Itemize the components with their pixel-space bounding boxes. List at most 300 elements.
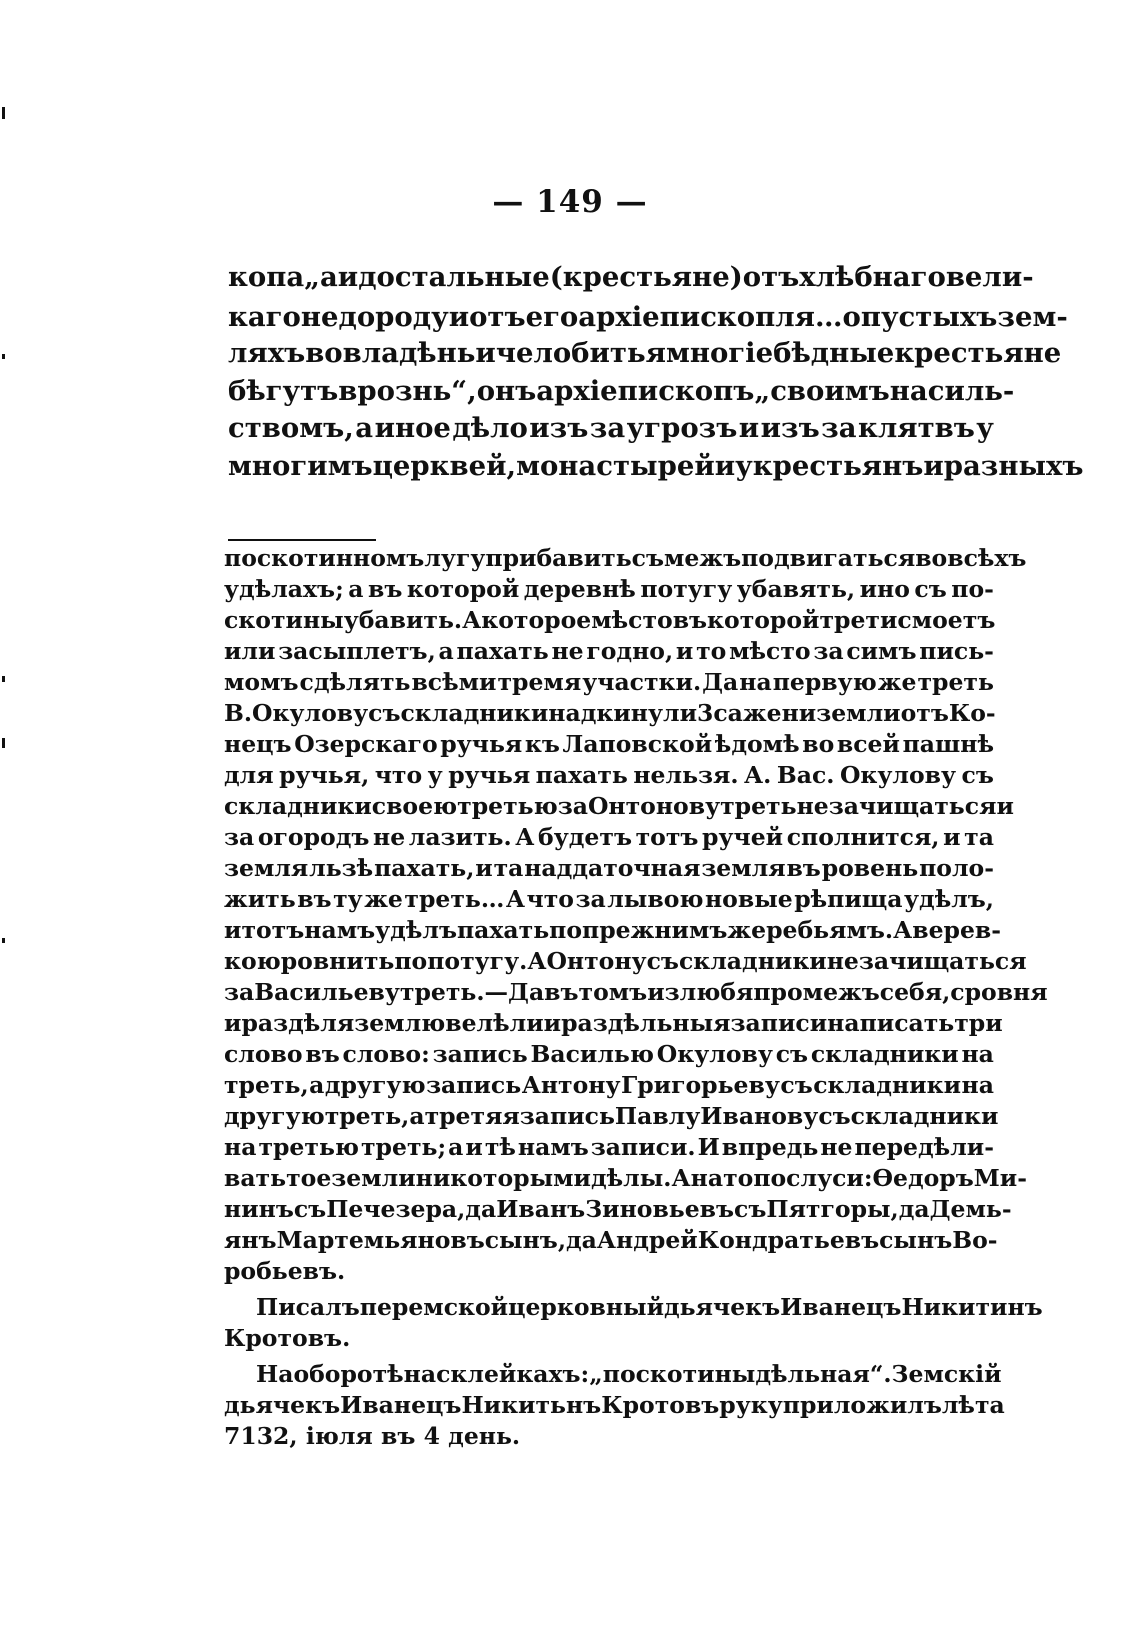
word: жеребьямъ. [727, 916, 894, 944]
word: складники [810, 1040, 959, 1068]
word: да [566, 1226, 597, 1254]
word: слово: [342, 1040, 430, 1068]
word: деревнѣ [523, 575, 636, 603]
word: и [475, 854, 493, 882]
word: излюбя [647, 978, 754, 1006]
word: въ [672, 606, 708, 634]
word: третяя [424, 1102, 520, 1130]
word: бѣдные [773, 337, 895, 369]
word: Окулову [839, 761, 957, 789]
word: нельзя. [633, 761, 739, 789]
word: пашнѣ [902, 730, 994, 758]
word: каго [228, 301, 301, 333]
word: А [671, 1164, 691, 1192]
word: что [526, 885, 574, 913]
word: архіепископля… [578, 301, 843, 333]
word: запись [426, 1071, 522, 1099]
word: треть [917, 668, 994, 696]
word: сынъ [879, 1226, 953, 1254]
word: рѣпища [794, 885, 903, 913]
word: та [493, 854, 524, 882]
word: онъ [476, 375, 537, 407]
word: нинъ [224, 1195, 294, 1223]
word: треть… [404, 885, 505, 913]
word: На [256, 1360, 294, 1388]
word: другую [324, 1071, 426, 1099]
word: нецъ [224, 730, 292, 758]
word: пахать [456, 637, 549, 665]
word: которой [406, 575, 520, 603]
word: на [690, 1164, 724, 1192]
footnote-line [224, 947, 1027, 975]
footnote-line [224, 1422, 994, 1450]
word: дьячекъ [664, 1293, 781, 1321]
word: Никитинъ [901, 1293, 1043, 1321]
word: янъ [224, 1226, 277, 1254]
word: лугу [424, 544, 486, 572]
word: складники [813, 1071, 962, 1099]
word: съ [780, 1071, 813, 1099]
footnote-line [224, 1324, 994, 1352]
word: написать [827, 1009, 955, 1037]
word: и [448, 301, 470, 333]
word: мѣсто [591, 606, 673, 634]
main-text-line [228, 260, 1034, 294]
word: угрозъ [626, 412, 738, 444]
footnote-line [224, 854, 994, 882]
word: зем- [997, 301, 1068, 333]
word: перемской [359, 1293, 509, 1321]
word: и [923, 450, 944, 482]
word: Василью [530, 1040, 654, 1068]
footnote-line [224, 1195, 1012, 1223]
word: владѣньи [342, 337, 496, 369]
word: 3 [697, 699, 714, 727]
footnote-line [224, 1164, 1027, 1192]
word: сровня [950, 978, 1048, 1006]
word: не [820, 1133, 853, 1161]
word: Иванъ [496, 1195, 586, 1223]
word: которой [707, 606, 820, 634]
word: на [961, 1040, 994, 1068]
word: то [723, 1164, 754, 1192]
word: А [462, 606, 482, 634]
word: А [527, 947, 547, 975]
word: будетъ [538, 823, 632, 851]
main-text-line [228, 336, 1062, 370]
word: для [224, 761, 274, 789]
word: Григорьеву [621, 1071, 780, 1099]
word: сполнится, [786, 823, 940, 851]
footnote-line [224, 792, 1014, 820]
word: къ [524, 730, 560, 758]
word: наддаточная [524, 854, 701, 882]
word: „поскотины [589, 1360, 756, 1388]
word: же [364, 885, 403, 913]
footnote-line [224, 761, 994, 789]
word: о [842, 301, 861, 333]
word: хлѣбнаго [799, 261, 946, 293]
word: А. [744, 761, 772, 789]
word: послуси: [753, 1164, 873, 1192]
word: и [996, 792, 1014, 820]
footnote-line [224, 1257, 994, 1285]
word: въ [381, 1422, 416, 1450]
word: бѣгутъ [228, 375, 339, 407]
word: симъ [846, 637, 917, 665]
word: и [465, 1133, 483, 1161]
word: сажени [713, 699, 817, 727]
word: А [515, 823, 535, 851]
word: крестьянъ [752, 450, 924, 482]
word: надкинули [548, 699, 698, 727]
word: ручья [440, 730, 523, 758]
word: ручья [448, 761, 531, 789]
word: жить [224, 885, 296, 913]
margin-mark [2, 938, 5, 943]
word: у [976, 412, 994, 444]
word: кою [224, 947, 281, 975]
word: убавить. [343, 606, 463, 634]
word: съ [961, 761, 994, 789]
word: удѣлъ, [903, 885, 994, 913]
word: потугу [640, 575, 733, 603]
word: раздѣльныя [561, 1009, 731, 1037]
word: дѣльная“. [755, 1360, 892, 1388]
word: смоетъ [897, 606, 996, 634]
word: Вас. [776, 761, 835, 789]
word: многимъ [228, 450, 373, 482]
word: ляхъ [228, 337, 306, 369]
word: Онтону [546, 947, 647, 975]
main-text-line [228, 449, 1084, 483]
word: тѣ [484, 1133, 516, 1161]
word: тотъ [635, 823, 699, 851]
main-text-line [228, 374, 1015, 408]
word: земли [331, 1164, 416, 1192]
word: достальные [358, 261, 550, 293]
word: 4 [423, 1422, 440, 1450]
word: за [821, 412, 857, 444]
word: треть, [324, 1102, 410, 1130]
footnote-line [224, 699, 994, 727]
word: съ [775, 1040, 809, 1068]
word: Лаповской [562, 730, 713, 758]
footnote-line [224, 1071, 994, 1099]
word: ѣдомѣ [714, 730, 800, 758]
word: „своимъ [754, 375, 890, 407]
word: разныхъ [943, 450, 1084, 482]
word: архіепископъ [536, 375, 755, 407]
word: на [403, 1360, 437, 1388]
margin-mark [2, 676, 5, 682]
word: копа [228, 261, 305, 293]
word: Зиновьевъ [585, 1195, 735, 1223]
word: верев- [912, 916, 1001, 944]
word: съ [646, 947, 679, 975]
word: Окулову [252, 699, 369, 727]
word: его [525, 301, 579, 333]
word: томъ [578, 978, 648, 1006]
word: по [394, 947, 428, 975]
word: Антону [521, 1071, 621, 1099]
word: поло- [919, 854, 994, 882]
word: не [796, 792, 829, 820]
page-number: — 149 — [492, 184, 648, 220]
word: всѣхъ [947, 544, 1027, 572]
word: 7132, [224, 1422, 298, 1450]
word: во [915, 544, 948, 572]
word: дьячекъ [224, 1391, 341, 1419]
word: засыплетъ, [278, 637, 436, 665]
word: прежнимъ [582, 916, 728, 944]
word: Озерскаго [294, 730, 438, 758]
footnote-line [224, 1009, 1003, 1037]
word: намъ [304, 916, 376, 944]
word: Печезера, [326, 1195, 466, 1223]
word: и [543, 1009, 562, 1037]
word: лѣта [941, 1391, 1005, 1419]
word: запись [432, 1040, 528, 1068]
word: Никитьнъ [461, 1391, 602, 1419]
word: въ [367, 575, 403, 603]
word: за [813, 637, 844, 665]
word: тое [286, 1164, 332, 1192]
footnote-line [224, 1102, 999, 1130]
word: и [224, 1009, 242, 1037]
word: впредь [721, 1133, 819, 1161]
word: пахать [456, 916, 550, 944]
word: съ [734, 1195, 767, 1223]
footnote-line [224, 1040, 994, 1068]
footnote-line [224, 1226, 998, 1254]
word: Иванецъ [340, 1391, 462, 1419]
word: лазить. [408, 823, 512, 851]
word: Кротовъ [601, 1391, 720, 1419]
word: Писалъ [256, 1293, 360, 1321]
word: ровнить [280, 947, 395, 975]
word: три [954, 1009, 1003, 1037]
word: за [224, 823, 255, 851]
footnote-line [224, 916, 1001, 944]
word: момъ [224, 668, 299, 696]
word: удѣлъ [375, 916, 457, 944]
word: монастырей [516, 450, 715, 482]
word: съ [293, 1195, 327, 1223]
word: убавять, [736, 575, 856, 603]
word: а [355, 412, 374, 444]
word: не [373, 823, 406, 851]
word: межъ [663, 544, 742, 572]
word: слово [224, 1040, 303, 1068]
word: третью [457, 792, 558, 820]
word: или [224, 637, 276, 665]
word: (крестьяне) [549, 261, 743, 293]
footnote-line [224, 730, 994, 758]
word: съ [914, 575, 947, 603]
word: въ [297, 885, 332, 913]
word: пись- [919, 637, 994, 665]
word: раздѣля [241, 1009, 355, 1037]
word: своею [371, 792, 458, 820]
word: дѣло [452, 412, 528, 444]
word: день. [448, 1422, 521, 1450]
word: Онтонову [587, 792, 721, 820]
word: потугу. [427, 947, 528, 975]
main-text-line [228, 300, 1068, 334]
footnote-line [224, 823, 994, 851]
footnote-line [224, 1133, 994, 1161]
word: изъ [760, 412, 820, 444]
word: іюля [305, 1422, 373, 1450]
word: участки. [582, 668, 702, 696]
word: всей [836, 730, 900, 758]
word: врознь“, [338, 375, 477, 407]
footnote-line [256, 1293, 1043, 1321]
word: ино [859, 575, 910, 603]
margin-mark [2, 738, 5, 748]
footnote-line [256, 1360, 1002, 1388]
word: Ко- [948, 699, 996, 727]
footnote-line [224, 544, 1027, 572]
word: въ [786, 854, 821, 882]
word: ту [333, 885, 363, 913]
word: насиль- [889, 375, 1015, 407]
word: треть.—Да [399, 978, 545, 1006]
word: та [964, 823, 994, 851]
word: землю [354, 1009, 446, 1037]
word: многіе [665, 337, 774, 369]
word: годно, [586, 637, 674, 665]
word: что [374, 761, 423, 789]
word: скотины [224, 606, 344, 634]
word: не [826, 947, 859, 975]
word: Павлу [614, 1102, 701, 1130]
word: складники [678, 947, 827, 975]
word: лывою [607, 885, 704, 913]
word: подвигаться [741, 544, 916, 572]
word: новые [704, 885, 793, 913]
word: же [877, 668, 917, 696]
word: съ [631, 544, 664, 572]
footnote-line [224, 885, 994, 913]
word: въ [305, 1040, 340, 1068]
word: ручья, [279, 761, 370, 789]
word: по- [951, 575, 994, 603]
word: иное [374, 412, 451, 444]
word: прибавить [485, 544, 632, 572]
word: пустыхъ [860, 301, 998, 333]
word: складники [400, 699, 549, 727]
word: оборотѣ [293, 1360, 404, 1388]
word: Пятгоры, [766, 1195, 899, 1223]
word: ровень [821, 854, 919, 882]
word: И [697, 1133, 720, 1161]
word: а [348, 575, 364, 603]
word: Кротовъ. [224, 1324, 351, 1352]
word: Земскій [891, 1360, 1002, 1388]
word: за [224, 978, 255, 1006]
word: трети [819, 606, 898, 634]
word: Иванову [700, 1102, 819, 1130]
word: записи. [590, 1133, 696, 1161]
word: за [557, 792, 588, 820]
word: крестьяне [894, 337, 1062, 369]
word: зачищаться [858, 947, 1027, 975]
word: себя, [879, 978, 951, 1006]
footnote-line [224, 606, 994, 634]
word: и [224, 916, 242, 944]
word: то [696, 637, 727, 665]
word: сдѣлять [299, 668, 411, 696]
word: Кондратьевъ [697, 1226, 880, 1254]
word: Андрей [596, 1226, 698, 1254]
footnote-line [224, 668, 994, 696]
word: записи [730, 1009, 828, 1037]
word: всѣми [411, 668, 497, 696]
word: за [589, 412, 626, 444]
margin-mark [2, 354, 5, 359]
word: Ѳедоръ [872, 1164, 974, 1192]
word: и [337, 261, 359, 293]
word: а [438, 637, 454, 665]
word: а [448, 1133, 464, 1161]
word: и [943, 823, 961, 851]
word: А [505, 885, 526, 913]
word: склейкахъ: [436, 1360, 590, 1388]
word: Во- [952, 1226, 998, 1254]
word: третью [258, 1133, 359, 1161]
word: зачищаться [828, 792, 997, 820]
word: да [898, 1195, 930, 1223]
word: у [427, 761, 443, 789]
word: треть [720, 792, 797, 820]
word: во [802, 730, 835, 758]
word: сынъ, [484, 1226, 567, 1254]
word: изъ [529, 412, 589, 444]
word: Ми- [973, 1164, 1027, 1192]
word: и [675, 637, 694, 665]
word: земли [816, 699, 901, 727]
margin-mark [2, 107, 5, 119]
word: съ [368, 699, 401, 727]
word: приложилъ [782, 1391, 942, 1419]
word: Да [702, 668, 739, 696]
word: съ [818, 1102, 851, 1130]
word: а [309, 1071, 325, 1099]
word: треть; [361, 1133, 447, 1161]
word: да [465, 1195, 497, 1223]
footnote-line [224, 978, 1048, 1006]
word: руку [719, 1391, 783, 1419]
word: во [305, 337, 343, 369]
word: отъ [469, 301, 526, 333]
word: В. [224, 699, 253, 727]
word: въ [544, 978, 579, 1006]
footnote-line [224, 1391, 1005, 1419]
word: запись [519, 1102, 615, 1130]
footnote-separator [228, 539, 376, 541]
word: клятвъ [858, 412, 975, 444]
word: отъ [742, 261, 800, 293]
word: земля [224, 854, 309, 882]
word: робьевъ. [224, 1257, 346, 1285]
word: другую [224, 1102, 325, 1130]
word: у [735, 450, 753, 482]
word: не [551, 637, 584, 665]
word: Мартемьяновъ [276, 1226, 485, 1254]
word: на [739, 668, 772, 696]
